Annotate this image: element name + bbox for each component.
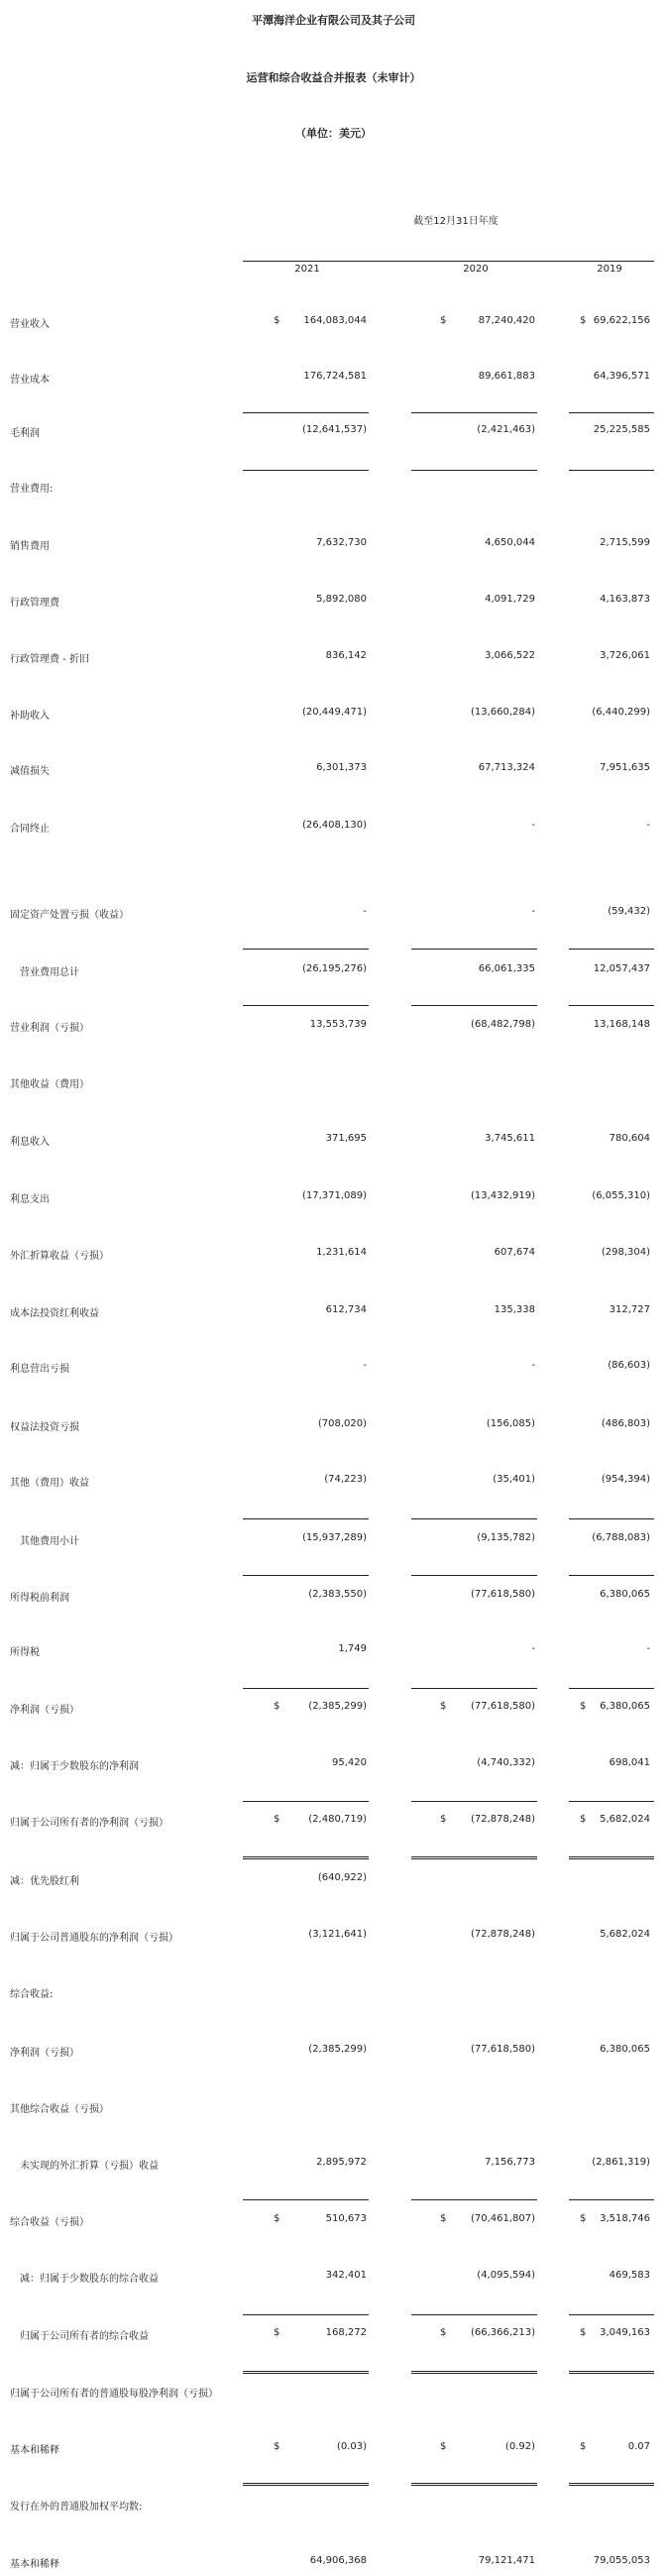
row-label: 综合收益: [10,1989,54,2000]
underline [569,1575,654,1576]
row-label: 归属于公司所有者的综合收益 [20,2331,149,2342]
cell-value-2021: - [363,1360,367,1371]
row-label: 其他费用小计 [20,1536,79,1547]
underline [569,470,654,471]
underline [243,1005,369,1006]
cell-value-2019: 69,622,156 [593,315,650,326]
cell-value-2021: 612,734 [325,1304,367,1315]
underline [243,949,369,950]
table-row [0,906,667,922]
cell-value-2021: (20,449,471) [301,707,367,718]
row-label: 营业费用总计 [20,967,79,978]
cell-value-2019: 6,380,065 [600,1589,650,1600]
underline [243,2314,369,2315]
cell-value-2020: (156,085) [486,1418,535,1429]
cell-value-2020: (77,618,580) [470,1701,535,1712]
cell-value-2019: (59,432) [608,906,650,917]
table-row [0,315,667,331]
cell-value-2020: 79,121,471 [478,2555,535,2566]
cell-value-2021: 1,231,614 [316,1247,367,1258]
cell-value-2021: (26,408,130) [301,820,367,831]
currency-symbol: $ [440,1814,447,1825]
cell-value-2020: 66,061,335 [478,963,535,974]
cell-value-2021: - [363,906,367,917]
row-label: 补助收入 [10,711,50,722]
cell-value-2019: 698,041 [609,1757,650,1768]
cell-value-2020: - [531,1643,535,1654]
table-row [0,1304,667,1320]
cell-value-2019: 7,951,635 [600,762,650,773]
table-row [0,537,667,553]
row-label: 归属于公司普通股东的净利润（亏损） [10,1933,178,1944]
cell-value-2019: 12,057,437 [593,963,650,974]
underline [411,412,537,413]
double-underline [569,2371,654,2374]
table-row [0,1872,667,1888]
cell-value-2021: 836,142 [325,650,367,661]
currency-symbol: $ [274,2327,280,2338]
cell-value-2020: 3,066,522 [485,650,535,661]
row-label: 营业利润（亏损） [10,1023,89,1034]
unit-note: （单位：美元） [295,127,372,140]
row-label: 所得税 [10,1647,40,1658]
row-label: 成本法投资红利收益 [10,1308,99,1319]
table-row [0,1075,667,1091]
table-row [0,371,667,387]
cell-value-2020: (72,878,248) [470,1929,535,1940]
year-2019: 2019 [597,264,622,275]
table-row [0,1532,667,1548]
table-row [0,2213,667,2229]
table-row [0,963,667,979]
table-row [0,820,667,836]
cell-value-2020: - [531,820,535,831]
cell-value-2019: - [646,820,650,831]
cell-value-2019: (6,055,310) [592,1190,650,1201]
underline [569,1518,654,1519]
cell-value-2021: (74,223) [324,1474,367,1485]
cell-value-2021: 176,724,581 [303,371,367,382]
currency-symbol: $ [580,1701,587,1712]
cell-value-2020: (70,461,807) [470,2213,535,2224]
company-title: 平潭海洋企业有限公司及其子公司 [252,14,415,27]
cell-value-2021: 1,749 [338,1643,367,1654]
cell-value-2019: 25,225,585 [593,424,650,435]
underline [411,949,537,950]
row-label: 营业成本 [10,375,50,386]
underline [243,412,369,413]
cell-value-2019: 13,168,148 [593,1019,650,1030]
row-label: 综合收益（亏损） [10,2217,89,2228]
period-underline [243,261,654,262]
cell-value-2021: 95,420 [332,1757,367,1768]
cell-value-2019: 469,583 [609,2270,650,2281]
table-row [0,1757,667,1773]
row-label: 净利润（亏损） [10,2048,79,2059]
underline [569,412,654,413]
row-label: 行政管理费 - 折旧 [10,654,89,665]
underline [243,470,369,471]
cell-value-2021: (2,480,719) [308,1814,367,1825]
row-label: 减：优先股红利 [10,1876,79,1887]
table-row [0,2270,667,2286]
currency-symbol: $ [274,2213,280,2224]
row-label: 利息收入 [10,1137,50,1148]
cell-value-2021: 5,892,080 [316,594,367,605]
row-label: 毛利润 [10,428,40,439]
table-row [0,2327,667,2343]
cell-value-2020: 87,240,420 [478,315,535,326]
cell-value-2019: 6,380,065 [600,2044,650,2055]
cell-value-2019: 780,604 [609,1133,650,1144]
currency-symbol: $ [440,2213,447,2224]
cell-value-2020: (77,618,580) [470,2044,535,2055]
cell-value-2020: - [531,1360,535,1371]
cell-value-2020: (4,095,594) [477,2270,535,2281]
row-label: 减值损失 [10,766,50,777]
cell-value-2020: (13,660,284) [470,707,535,718]
cell-value-2021: (708,020) [317,1418,367,1429]
row-label: 利息支出 [10,1194,50,1205]
underline [411,1575,537,1576]
underline [411,1688,537,1689]
table-row [0,594,667,610]
table-row [0,1929,667,1945]
currency-symbol: $ [274,1701,280,1712]
cell-value-2020: (77,618,580) [470,1589,535,1600]
cell-value-2021: (26,195,276) [301,963,367,974]
row-label: 其他综合收益（亏损） [10,2104,109,2115]
currency-symbol: $ [580,1814,587,1825]
currency-symbol: $ [274,1814,280,1825]
cell-value-2021: (17,371,089) [301,1190,367,1201]
currency-symbol: $ [440,1701,447,1712]
underline [411,1518,537,1519]
table-row [0,1418,667,1434]
cell-value-2021: (2,385,299) [308,2044,367,2055]
table-row [0,2044,667,2060]
cell-value-2021: 6,301,373 [316,762,367,773]
double-underline [411,2483,537,2486]
cell-value-2021: 64,906,368 [309,2555,367,2566]
row-label: 利息营出亏损 [10,1364,69,1375]
row-label: 未实现的外汇折算（亏损）收益 [20,2161,159,2172]
underline [569,1801,654,1802]
cell-value-2020: 89,661,883 [478,371,535,382]
currency-symbol: $ [440,315,447,326]
cell-value-2021: (3,121,641) [308,1929,367,1940]
row-label: 销售费用 [10,541,50,552]
table-row [0,1985,667,2001]
currency-symbol: $ [274,2441,280,2452]
cell-value-2020: 4,091,729 [485,594,535,605]
table-row [0,2441,667,2457]
underline [411,2199,537,2200]
cell-value-2019: 5,682,024 [600,1814,650,1825]
table-row [0,1360,667,1376]
row-label: 权益法投资亏损 [10,1422,79,1433]
row-label: 营业收入 [10,319,50,330]
double-underline [243,1856,369,1859]
underline [569,2199,654,2200]
cell-value-2021: 7,632,730 [316,537,367,548]
cell-value-2020: 3,745,611 [485,1133,535,1144]
cell-value-2020: (35,401) [493,1474,535,1485]
row-label: 营业费用: [10,484,54,495]
cell-value-2020: (2,421,463) [477,424,535,435]
table-row [0,480,667,496]
cell-value-2019: (486,803) [601,1418,650,1429]
cell-value-2021: 342,401 [325,2270,367,2281]
double-underline [569,2483,654,2486]
cell-value-2020: (13,432,919) [470,1190,535,1201]
underline [569,1005,654,1006]
table-row [0,1643,667,1659]
cell-value-2021: (15,937,289) [301,1532,367,1543]
cell-value-2019: 4,163,873 [600,594,650,605]
cell-value-2019: 79,055,053 [593,2555,650,2566]
table-row [0,1019,667,1035]
cell-value-2020: 7,156,773 [485,2157,535,2168]
cell-value-2019: 0.07 [627,2441,650,2452]
currency-symbol: $ [274,315,280,326]
statement-title: 运营和综合收益合并报表（未审计） [246,71,421,84]
row-label: 固定资产处置亏损（收益） [10,910,129,921]
table-row [0,650,667,666]
table-row [0,2157,667,2173]
cell-value-2019: 6,380,065 [600,1701,650,1712]
cell-value-2020: 135,338 [494,1304,535,1315]
cell-value-2019: 5,682,024 [600,1929,650,1940]
row-label: 外汇折算收益（亏损） [10,1251,109,1262]
cell-value-2019: 3,518,746 [600,2213,650,2224]
cell-value-2021: (12,641,537) [301,424,367,435]
cell-value-2020: (4,740,332) [477,1757,535,1768]
table-row [0,2555,667,2571]
underline [411,2314,537,2315]
table-row [0,424,667,440]
underline [569,949,654,950]
cell-value-2020: 4,650,044 [485,537,535,548]
cell-value-2019: - [646,1643,650,1654]
row-label: 净利润（亏损） [10,1705,79,1716]
cell-value-2021: (2,383,550) [308,1589,367,1600]
cell-value-2020: (0.92) [504,2441,535,2452]
underline [411,1801,537,1802]
currency-symbol: $ [580,2441,587,2452]
currency-symbol: $ [580,315,587,326]
cell-value-2019: 64,396,571 [593,371,650,382]
underline [243,1518,369,1519]
cell-value-2020: - [531,906,535,917]
cell-value-2019: (6,788,083) [592,1532,650,1543]
cell-value-2021: 371,695 [325,1133,367,1144]
table-row [0,2100,667,2116]
row-label: 合同终止 [10,824,50,835]
table-row [0,1474,667,1490]
table-row [0,1701,667,1717]
cell-value-2019: 2,715,599 [600,537,650,548]
table-row [0,1589,667,1605]
cell-value-2020: (66,366,213) [470,2327,535,2338]
underline [569,2314,654,2315]
table-row [0,707,667,723]
period-heading: 截至12月31日年度 [413,216,499,227]
year-2020: 2020 [463,264,489,275]
cell-value-2021: (2,385,299) [308,1701,367,1712]
row-label: 发行在外的普通股加权平均数: [10,2502,143,2513]
cell-value-2021: 164,083,044 [303,315,367,326]
underline [243,1688,369,1689]
cell-value-2020: 607,674 [494,1247,535,1258]
row-label: 减：归属于少数股东的净利润 [10,1761,139,1772]
cell-value-2019: (954,394) [601,1474,650,1485]
cell-value-2020: (72,878,248) [470,1814,535,1825]
cell-value-2020: 67,713,324 [478,762,535,773]
underline [411,470,537,471]
table-row [0,1190,667,1206]
cell-value-2020: (9,135,782) [477,1532,535,1543]
row-label: 归属于公司所有者的普通股每股净利润（亏损） [10,2389,218,2400]
cell-value-2021: 2,895,972 [316,2157,367,2168]
cell-value-2021: 510,673 [325,2213,367,2224]
table-row [0,1133,667,1149]
cell-value-2019: (86,603) [608,1360,650,1371]
cell-value-2019: 3,726,061 [600,650,650,661]
row-label: 所得税前利润 [10,1593,69,1604]
cell-value-2021: (0.03) [336,2441,367,2452]
row-label: 其他（费用）收益 [10,1478,89,1489]
table-row [0,1247,667,1263]
double-underline [243,2483,369,2486]
cell-value-2019: (2,861,319) [592,2157,650,2168]
cell-value-2019: 312,727 [609,1304,650,1315]
double-underline [569,1856,654,1859]
cell-value-2020: (68,482,798) [470,1019,535,1030]
currency-symbol: $ [580,2327,587,2338]
double-underline [411,1856,537,1859]
currency-symbol: $ [580,2213,587,2224]
underline [411,1005,537,1006]
row-label: 归属于公司所有者的净利润（亏损） [10,1818,168,1829]
table-row [0,762,667,778]
table-row [0,1814,667,1830]
double-underline [243,2371,369,2374]
underline [243,2199,369,2200]
row-label: 减：归属于少数股东的综合收益 [20,2274,159,2285]
underline [243,1801,369,1802]
row-label: 行政管理费 [10,598,59,609]
cell-value-2019: (298,304) [601,1247,650,1258]
currency-symbol: $ [440,2327,447,2338]
cell-value-2021: 168,272 [325,2327,367,2338]
table-row [0,2385,667,2401]
currency-symbol: $ [440,2441,447,2452]
year-2021: 2021 [294,264,320,275]
cell-value-2019: (6,440,299) [592,707,650,718]
row-label: 基本和稀释 [10,2559,59,2570]
cell-value-2021: (640,922) [317,1872,367,1883]
cell-value-2019: 3,049,163 [600,2327,650,2338]
cell-value-2021: 13,553,739 [309,1019,367,1030]
row-label: 其他收益（费用） [10,1079,89,1090]
double-underline [411,2371,537,2374]
underline [243,1575,369,1576]
underline [569,1688,654,1689]
row-label: 基本和稀释 [10,2445,59,2456]
table-row [0,2498,667,2514]
